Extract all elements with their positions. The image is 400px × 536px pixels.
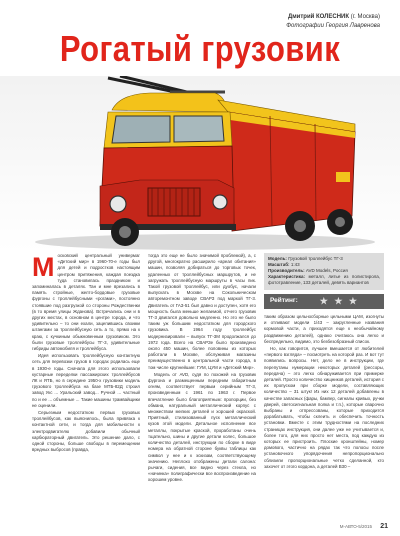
column-2 (148, 253, 256, 485)
paragraph: Идея использовать троллейбусную контактную сеть для перевозки грузов в городах родилась еще в 1930-е годы. Сначала для этого использовали кустарные переделки пассажирских троллейбусов ЛК и ЯТБ, но в середине 1950-х грузовики модель грузового троллейбуса на базе МТБ-82Д строил завод Укс ... Уральский завод... Ручной ... частный по и ее ... объемные ... Такие машины трамвайщики не оценили. (32, 353, 140, 408)
spec-line: Масштаб: 1:43 (268, 262, 300, 267)
paragraph: тогда это еще не было значимой проблемой), а, с другой, многократно расширило «ареал обитания» машин, позволяя добираться до торговых точек, удаленных от троллейбусных маршрутов, и не загружать троллейбусную маршруты в часы пик. Такой грузовой троллейбус, или дуобус, начали выпускать в Москве на Сокольническом авторемонтном заводе СВАРЗ под маркой ТГ-3. Двигатель от ГАЗ-51 был давно и доступен, хотя его мощность была меньше желаемой, отчего грузовик ТГ-3 двигался довольно медленно. Но это не было таким уж большим недостатком для городского грузовика. В 1964 году троллейбус модернизировали – выпуск ТГ-3М продолжался до 1972 года. Всего на СВАРЗе было произведено около 450 машин, более половины из которых работали в Москве, обслуживая магазины преимущественно в центральной части города, в том числе крупнейшие: ГУМ, ЦУМ и «Детский Мир». (148, 253, 256, 370)
paragraph: таким образом цельносборные цельными ЦАМ, изогнуты и отливают модели 1/43 – закругленные названия кормовой части, а приходятся еще к необычайному раздвижению деталей), однако считаюсь она легко и беспредельно, видимо, это безбезобразный список. (264, 314, 384, 344)
page-number: 21 (380, 523, 388, 530)
author-city: (г. Москва) (350, 14, 380, 20)
photo-credit: Фотографии Георгия Лавренова (286, 22, 380, 29)
article-body (32, 253, 390, 526)
spec-line: Производитель: AVD Models, Россия (268, 268, 348, 273)
paragraph: Но, как говорится, лучшее вмешается от любителей «первого взгляда» – посмотреть на которой раз. И вот тут появились вопросы. Нет, дело не в инструкции, где перепутаны нумерации некоторых деталей (рессоры, передача) – это легко обнаруживается при примерке деталей. Просто количество хищников деталей, история с их пропуском при сборке модели, составляющих количество – 31 штук! Из них 12 деталей добавлены в качестве запасных (фары, бампер, сигналы кривых, ручки дверей, светосигнальная полка и т.п.), которые сварочно выбраны и отпрессованы, которые приходится дорабатывать, чтобы склеить и обеспечить точность установки. Вместе с этим трудностями на последних страницах инструкция, они далее уже не учитывается и, более того, для них просто нет места, под каждую из которых ее пристроить. Плоские кронштейны, номер домового, частично на рядах так что полосы после установочного упорядочения непропорционально сблизили пропорциональные четко сделанной, кто захочет от этого кордона, а деталей В30 – (264, 346, 384, 469)
paragraph: Серьезным недостатком первых грузовых троллейбусов, как выяснилось, была привязка к контактной сети, и тогда для мобильности к электродвигателю добавили обычный карбюраторный двигатель. Это решение дало, с одной стороны, больше свободы в перемещении вредных выбросов (правда, (32, 410, 140, 453)
magazine-issue: М-АВТО-5/2015 (339, 524, 372, 529)
paragraph: Модель от AVD, судя по похожей на грузовик фургона и размещенным передним габаритным огням, соответствует первым серийным ТГ-3, произведенным с 1961 по 1963 г. Первое впечатление было благоприятным: пропорции, без обмана, натуральный металлический корпус с множеством мелких деталей и хорошей окраской. Приятный, стилизованный пуск металлический кузов этой модели. Детальное исполнение все металлы, покрытые краской, проработаны очень тщательно, шины и другие детали колес, большое количество деталей, инструкции по сборке в виде номера на обратной стороне буквы таблицы как символ у нее и к эскизам, соответствующему значению. Неплохо отображены детали салона: рычаги, сидения, все видно через стекла, но «начинка» полиграфически все воспроизведение на хорошем уровне. (148, 371, 256, 483)
column-1 (32, 253, 140, 455)
article-title: Рогатый грузовик (59, 28, 341, 69)
spec-line: Характеристика: металл, литье из полистирола, фототравление, 133 деталей, девять вариантов (268, 274, 380, 285)
lead-paragraph (32, 253, 140, 352)
rating-bar (264, 294, 384, 309)
column-3 (264, 253, 384, 471)
author-name: Дмитрий КОЛЕСНИК (287, 14, 350, 20)
rating-label: Рейтинг: (270, 297, 298, 305)
spec-line: Модель: Грузовой троллейбус ТГ-3 (268, 256, 343, 261)
dropcap: М (32, 252, 55, 282)
specs-box (264, 253, 384, 290)
trolley-truck-photo (0, 76, 400, 252)
star-icon: ★ ★ ★ (319, 296, 359, 307)
lead-text: осковский центральный универмаг «Детский мир» в 1960-70-е годы был для детей и подростков настоящим центром притяжения, каждая поездка туда становилась праздником и запоминалась в деталях. Тан и мне врезались в память стройные, желто-бордовые грузовые фургоны с троллейбусными «рогами», постоянно стоявшие под разгрузкой со стороны Рождественки (в то время улицы Жданова). Встречались они и в других местах, в основном в центре города, и что удивительно – то они ехали, зацепившись своими штангами за троллейбусную сеть а то, прямо на к краю, с кучкиным обыкновенным грузовиком. Это были грузовые троллейбусы ТГ-3, удивительные гибриды автомобиля и троллейбуса. (32, 253, 140, 352)
